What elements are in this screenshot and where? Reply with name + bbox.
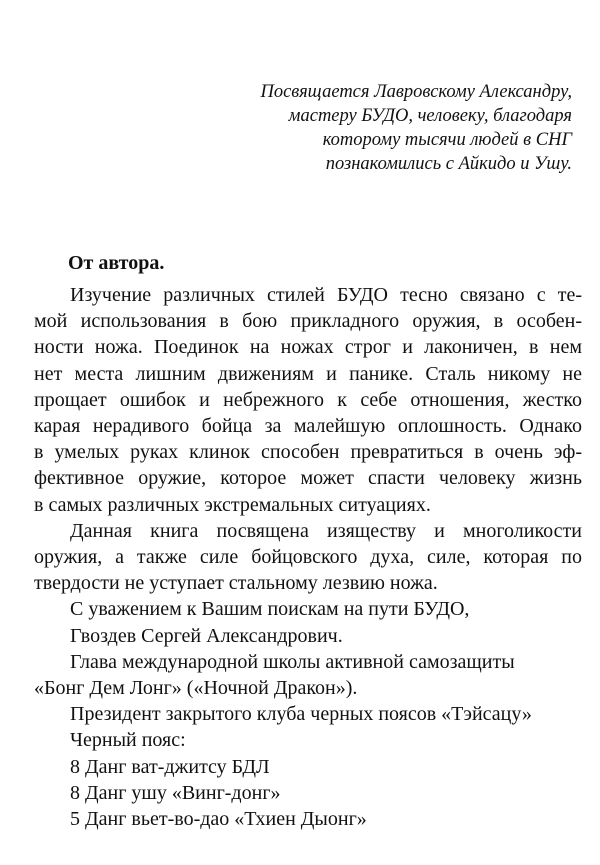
signature-line: Гвоздев Сергей Александрович.: [70, 624, 343, 647]
signature-line: Черный пояс:: [70, 729, 186, 752]
signature-line: «Бонг Дем Лонг» («Ночной Дракон»).: [34, 677, 358, 700]
signature-line: 8 Данг ушу «Винг-донг»: [70, 781, 281, 804]
paragraph-line: в умелых руках клинок способен превратиться в очень эф-: [34, 441, 582, 464]
paragraph-line: фективное оружие, которое может спасти человеку жизнь: [34, 467, 582, 490]
paragraph-line: ности ножа. Поединок на ножах строг и лаконичен, в нем: [34, 336, 582, 359]
signature-line: С уважением к Вашим поискам на пути БУДО,: [70, 598, 470, 621]
paragraph-line: нет места лишним движениям и панике. Сталь никому не: [34, 362, 582, 385]
paragraph-line: Данная книга посвящена изяществу и многоликости: [70, 519, 582, 542]
paragraph-line: Изучение различных стилей БУДО тесно связано с те-: [70, 284, 582, 306]
body-text: [34, 282, 582, 832]
paragraph-line: карая нерадивого бойца за малейшую оплошность. Однако: [34, 415, 582, 438]
paragraph-line: мой использования в бою прикладного оружия, в особен-: [34, 310, 582, 333]
paragraph-line: оружия, а также силе бойцовского духа, силе, которая по: [34, 546, 582, 569]
dedication-line: мастеру БУДО, человеку, благодаря: [288, 106, 572, 126]
signature-line: Президент закрытого клуба черных поясов «Тэйсацу»: [70, 703, 532, 726]
dedication: [152, 80, 572, 176]
signature-line: Глава международной школы активной самозащиты: [70, 650, 515, 673]
section-heading: От автора.: [68, 252, 165, 274]
paragraph-line: в самых различных экстремальных ситуациях.: [34, 493, 431, 516]
dedication-line: которому тысячи людей в СНГ: [322, 130, 572, 150]
dedication-line: познакомились с Айкидо и Ушу.: [325, 154, 572, 174]
signature-line: 5 Данг вьет-во-дао «Тхиен Дыонг»: [70, 808, 367, 831]
paragraph-line: прощает ошибок и небрежного к себе отношения, жестко: [34, 388, 582, 411]
paragraph-line: твердости не уступает стальному лезвию ножа.: [34, 572, 438, 595]
signature-line: 8 Данг ват-джитсу БДЛ: [70, 755, 270, 778]
dedication-line: Посвящается Лавровскому Александру,: [260, 82, 572, 102]
